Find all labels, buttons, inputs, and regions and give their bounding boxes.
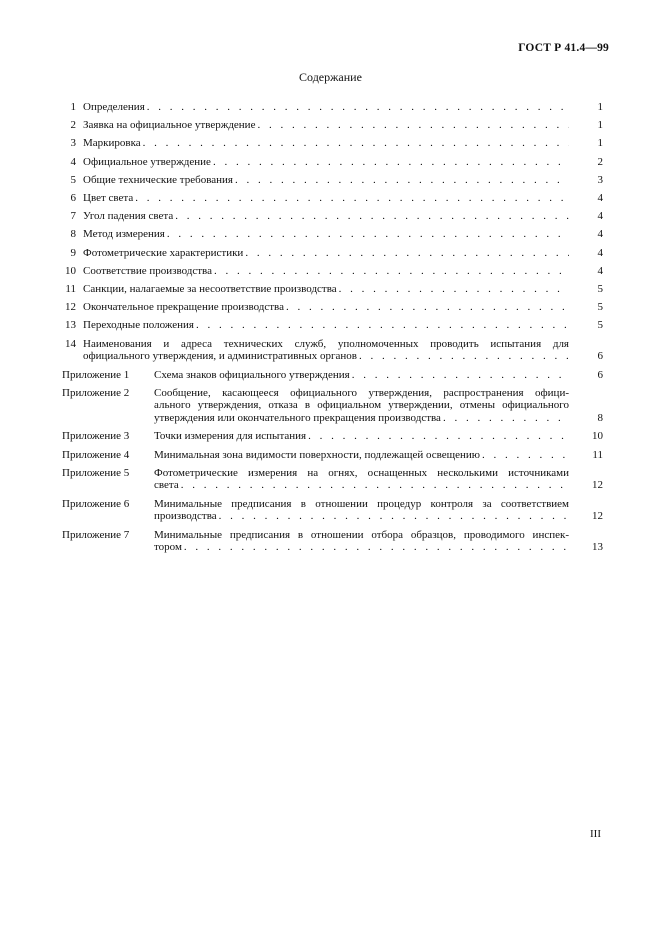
entry-title: Маркировка bbox=[83, 137, 141, 150]
toc-entry-11[interactable] bbox=[62, 283, 603, 296]
entry-title-line: ального утверждения, отказа в официальном утверждении, отмены официального bbox=[154, 399, 569, 412]
entry-page: 11 bbox=[592, 448, 603, 461]
entry-page: 1 bbox=[597, 101, 603, 113]
entry-number: 2 bbox=[70, 119, 76, 132]
toc-entry-7[interactable] bbox=[62, 210, 603, 223]
entry-title: Угол падения света bbox=[83, 210, 174, 223]
document-code: ГОСТ Р 41.4—99 bbox=[518, 42, 609, 54]
entry-title: Заявка на официальное утверждение bbox=[83, 119, 256, 132]
entry-title: Определения bbox=[83, 101, 145, 113]
entry-number: 5 bbox=[70, 173, 76, 186]
toc-entry-6[interactable] bbox=[62, 192, 603, 205]
toc-entry-13[interactable] bbox=[62, 319, 603, 332]
dot-leader bbox=[482, 449, 569, 462]
entry-page: 3 bbox=[597, 173, 603, 186]
dot-leader bbox=[308, 430, 569, 443]
dot-leader bbox=[143, 137, 569, 150]
entry-title: Схема знаков официального утверждения bbox=[154, 368, 350, 381]
entry-page: 4 bbox=[597, 264, 603, 277]
dot-leader bbox=[196, 319, 569, 332]
entry-title-line: Минимальные предписания в отношении процедур контроля за соответствием bbox=[154, 497, 569, 510]
entry-number: 12 bbox=[65, 301, 76, 314]
dot-leader bbox=[235, 174, 569, 187]
toc-appendix-4[interactable] bbox=[62, 449, 603, 462]
dot-leader bbox=[147, 101, 569, 114]
dot-leader bbox=[359, 350, 569, 363]
toc-entry-5[interactable] bbox=[62, 174, 603, 187]
toc-appendix-6[interactable] bbox=[62, 498, 603, 523]
dot-leader bbox=[339, 283, 569, 296]
appendix-label: Приложение 1 bbox=[62, 368, 130, 381]
toc-entry-4[interactable] bbox=[62, 156, 603, 169]
entry-page: 4 bbox=[597, 192, 603, 205]
toc-entry-1[interactable] bbox=[62, 101, 603, 114]
toc-entry-9[interactable] bbox=[62, 247, 603, 260]
toc-appendix-2[interactable] bbox=[62, 387, 603, 425]
entry-number: 11 bbox=[65, 283, 76, 296]
toc-appendix-3[interactable] bbox=[62, 430, 603, 443]
dot-leader bbox=[214, 265, 569, 278]
entry-number: 14 bbox=[65, 337, 76, 350]
appendix-label: Приложение 4 bbox=[62, 448, 130, 461]
entry-page: 13 bbox=[592, 541, 603, 554]
entry-title-line: официального утверждения, и административных органов bbox=[83, 350, 357, 363]
entry-page: 1 bbox=[597, 119, 603, 132]
entry-number: 4 bbox=[70, 155, 76, 168]
entry-page: 5 bbox=[597, 283, 603, 296]
page-number: III bbox=[590, 828, 601, 840]
toc-entry-14[interactable] bbox=[62, 338, 603, 363]
entry-title-line: света bbox=[154, 479, 179, 492]
toc-appendix-1[interactable] bbox=[62, 369, 603, 382]
entry-page: 6 bbox=[597, 368, 603, 381]
entry-title: Цвет света bbox=[83, 192, 134, 205]
entry-page: 8 bbox=[597, 412, 603, 425]
entry-title: Санкции, налагаемые за несоответствие производства bbox=[83, 283, 337, 296]
appendix-label: Приложение 2 bbox=[62, 386, 130, 399]
entry-page: 2 bbox=[597, 155, 603, 168]
entry-title-line: Фотометрические измерения на огнях, оснащенных несколькими источниками bbox=[154, 466, 569, 479]
appendix-label: Приложение 6 bbox=[62, 497, 130, 510]
entry-page: 12 bbox=[592, 510, 603, 523]
toc-entry-12[interactable] bbox=[62, 301, 603, 314]
entry-page: 4 bbox=[597, 228, 603, 241]
entry-title: Соответствие производства bbox=[83, 264, 212, 277]
dot-leader bbox=[184, 541, 569, 554]
toc-appendix-7[interactable] bbox=[62, 529, 603, 554]
entry-page: 1 bbox=[597, 137, 603, 150]
toc-appendix-5[interactable] bbox=[62, 467, 603, 492]
entry-number: 6 bbox=[70, 192, 76, 205]
dot-leader bbox=[245, 247, 569, 260]
entry-number: 10 bbox=[65, 264, 76, 277]
dot-leader bbox=[175, 210, 569, 223]
dot-leader bbox=[219, 510, 569, 523]
entry-page: 5 bbox=[597, 301, 603, 314]
entry-title-line: Минимальные предписания в отношении отбора образцов, проводимого инспек- bbox=[154, 528, 569, 541]
entry-title-line: Сообщение, касающееся официального утверждения, распространения офици- bbox=[154, 386, 569, 399]
dot-leader bbox=[443, 412, 569, 425]
entry-title: Точки измерения для испытания bbox=[154, 430, 307, 443]
entry-title-line: Наименования и адреса технических служб, уполномоченных проводить испытания для bbox=[83, 337, 569, 350]
entry-title-line: утверждения или окончательного прекращения производства bbox=[154, 412, 441, 425]
appendix-label: Приложение 5 bbox=[62, 466, 130, 479]
table-of-contents bbox=[62, 101, 603, 554]
entry-page: 6 bbox=[597, 350, 603, 363]
appendix-label: Приложение 7 bbox=[62, 528, 130, 541]
toc-entry-2[interactable] bbox=[62, 119, 603, 132]
appendix-label: Приложение 3 bbox=[62, 430, 130, 443]
entry-title-line: тором bbox=[154, 541, 182, 554]
entry-page: 4 bbox=[597, 210, 603, 223]
entry-title: Официальное утверждение bbox=[83, 155, 211, 168]
dot-leader bbox=[286, 301, 569, 314]
toc-entry-8[interactable] bbox=[62, 228, 603, 241]
entry-title: Метод измерения bbox=[83, 228, 165, 241]
entry-number: 1 bbox=[70, 101, 76, 113]
entry-title: Фотометрические характеристики bbox=[83, 246, 244, 259]
entry-title: Общие технические требования bbox=[83, 173, 233, 186]
entry-title: Минимальная зона видимости поверхности, подлежащей освещению bbox=[154, 448, 480, 461]
entry-title: Окончательное прекращение производства bbox=[83, 301, 284, 314]
entry-number: 13 bbox=[65, 319, 76, 332]
entry-page: 4 bbox=[597, 246, 603, 259]
entry-number: 3 bbox=[70, 137, 76, 150]
entry-number: 9 bbox=[70, 246, 76, 259]
entry-page: 12 bbox=[592, 479, 603, 492]
entry-number: 8 bbox=[70, 228, 76, 241]
entry-title: Переходные положения bbox=[83, 319, 194, 332]
dot-leader bbox=[352, 369, 569, 382]
dot-leader bbox=[257, 119, 569, 132]
entry-page: 10 bbox=[592, 430, 603, 443]
dot-leader bbox=[213, 156, 569, 169]
toc-entry-3[interactable] bbox=[62, 137, 603, 150]
dot-leader bbox=[167, 228, 569, 241]
entry-number: 7 bbox=[70, 210, 76, 223]
entry-page: 5 bbox=[597, 319, 603, 332]
toc-title: Содержание bbox=[299, 70, 362, 84]
dot-leader bbox=[135, 192, 569, 205]
dot-leader bbox=[181, 479, 569, 492]
entry-title-line: производства bbox=[154, 510, 217, 523]
toc-entry-10[interactable] bbox=[62, 265, 603, 278]
